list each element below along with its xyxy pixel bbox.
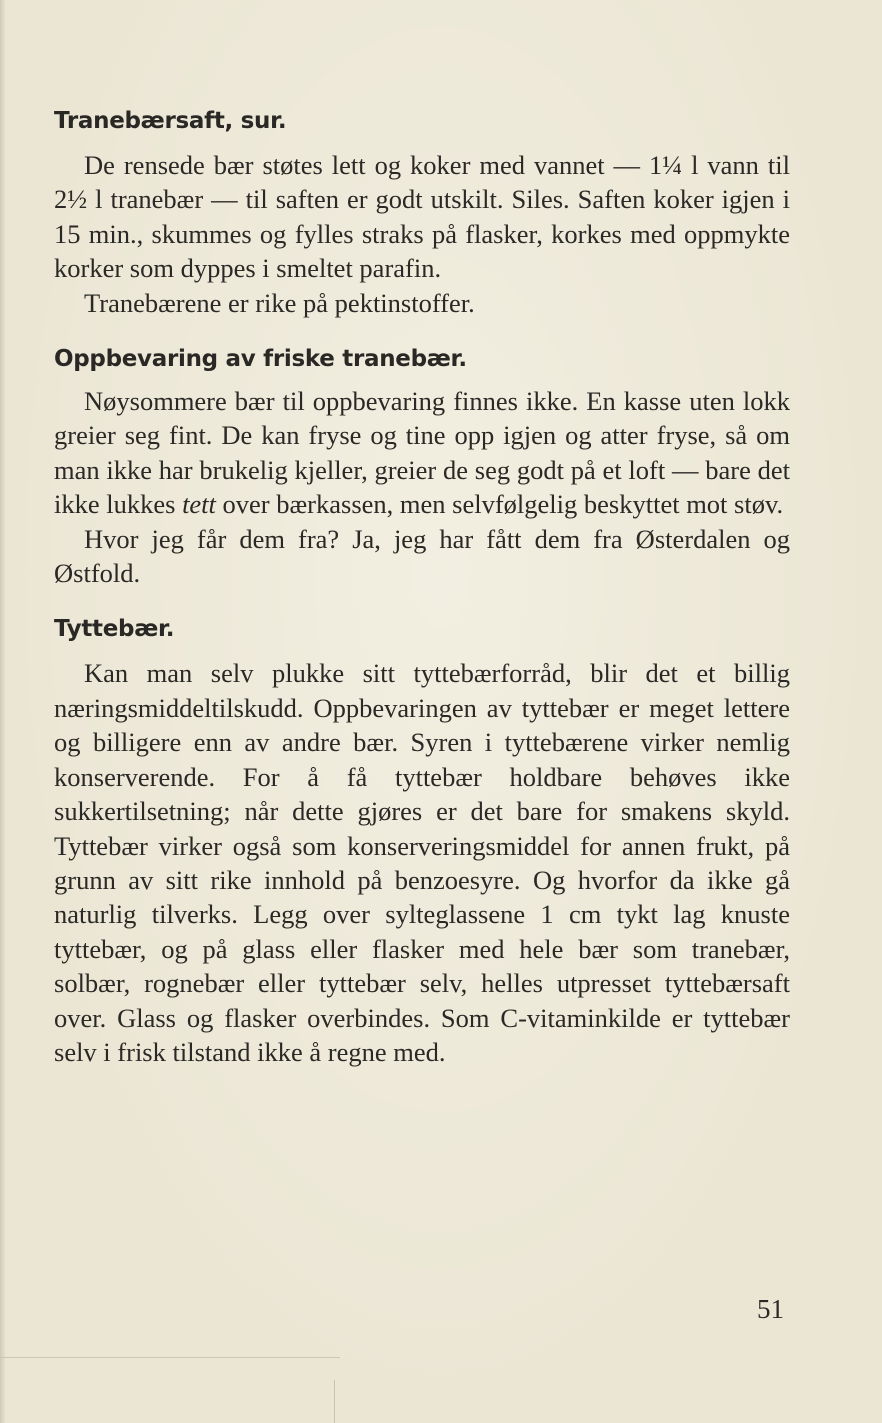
page-edge-shadow [0, 0, 6, 1423]
scan-edge-line [0, 1357, 340, 1358]
paragraph-tranebaersaft-recipe: De rensede bær støtes lett og koker med vannet — 1¼ l vann til 2½ l tranebær — til saften er godt utskilt. Siles. Saften koker igjen i 15 min., skummes og fylles straks på flasker, korkes med oppmykte korker som dyppes i smeltet parafin. [54, 150, 790, 284]
section-heading-tranebaersaft: Tranebærsaft, sur. [54, 108, 287, 134]
scan-edge-mark [334, 1380, 339, 1423]
paragraph-origin: Hvor jeg får dem fra? Ja, jeg har fått dem fra Østerdalen og Østfold. [54, 523, 790, 589]
section-heading-oppbevaring: Oppbevaring av friske tranebær. [54, 346, 467, 373]
paragraph-oppbevaring-text-end: over bærkassen, men selvfølgelig beskyttet mot støv. [215, 489, 784, 520]
paragraph-tyttebaer: Kan man selv plukke sitt tyttebærforråd, blir det et billig næringsmiddeltilskudd. Oppbevaringen av tyttebær er meget lettere og billigere enn av andre bær. Syren i tyttebærene virker nemlig konserverende. For å få tyttebær holdbare behøves ikke sukkertilsetning; når dette gjøres er det bare for smakens skyld. Tyttebær virker også som konserveringsmiddel for annen frukt, på grunn av sitt rike innhold på benzoesyre. Og hvorfor da ikke gå naturlig tilverks. Legg over sylteglassene 1 cm tykt lag knuste tyttebær, og på glass eller flasker med hele bær som tranebær, solbær, rognebær eller tyttebær selv, helles utpresset tyttebærsaft over. Glass og flasker overbindes. Som C-vitaminkilde er tyttebær selv i frisk tilstand ikke å regne med. [54, 658, 790, 1067]
paragraph-oppbevaring [54, 384, 790, 522]
page-content [54, 104, 790, 1069]
page-number: 51 [757, 1294, 784, 1324]
emphasis-tett: tett [182, 489, 216, 520]
paragraph-oppbevaring-text-start: Nøysommere bær til oppbevaring finnes ikke. En kasse uten lokk greier seg fint. De kan fryse og tine opp igjen og atter fryse, så om man ikke har brukelig kjeller, greier de seg godt på et loft — bare det ikke lukkes [54, 386, 790, 520]
section-heading-tyttebaer: Tyttebær. [54, 616, 175, 643]
paragraph-pektin-note: Tranebærene er rike på pektinstoffer. [84, 287, 475, 318]
